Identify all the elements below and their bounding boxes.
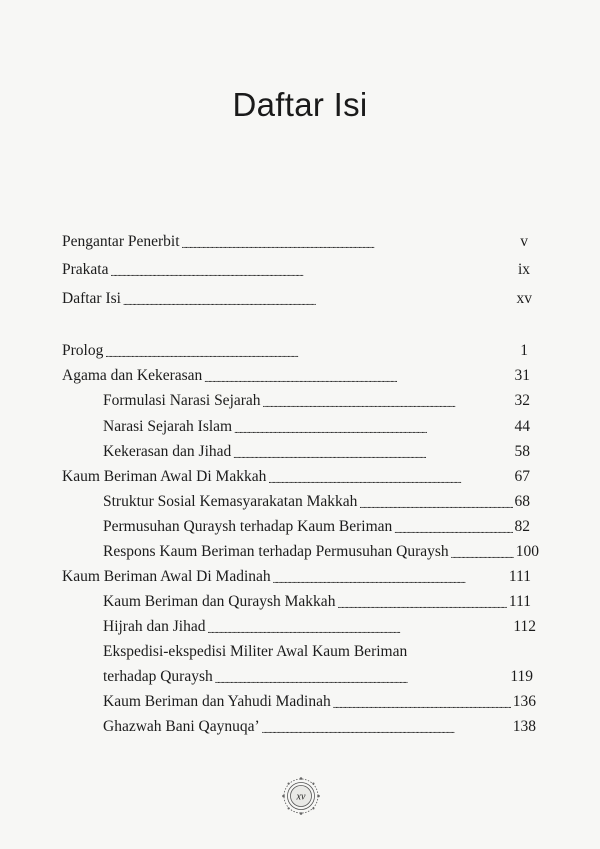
page-number-ornament (281, 776, 321, 816)
page-number: xv (296, 791, 306, 803)
toc-entry-label: terhadap Quraysh (103, 668, 213, 685)
toc-entry-respons (103, 542, 539, 562)
toc-entry-page: 58 (514, 443, 530, 460)
toc-entry-label: Prakata (62, 261, 109, 278)
page-title: Daftar Isi (232, 86, 368, 123)
toc-entry-prolog (62, 341, 528, 361)
dot-leader (234, 417, 512, 437)
dot-leader (123, 289, 515, 309)
dot-leader (204, 366, 512, 386)
toc-entry-label: Narasi Sejarah Islam (103, 418, 233, 435)
toc-entry-daftar-isi (62, 289, 532, 309)
toc-entry-page: v (520, 233, 528, 250)
toc-entry-label: Permusuhan Quraysh terhadap Kaum Beriman (103, 518, 393, 535)
dot-leader (263, 391, 513, 411)
toc-entry-page: 111 (508, 568, 531, 585)
toc-entry-label: Kaum Beriman dan Quraysh Makkah (103, 593, 336, 610)
toc-entry-agama (62, 366, 530, 386)
toc-entry-label: Respons Kaum Beriman terhadap Permusuhan Quraysh (103, 543, 449, 560)
toc-entry-prakata (62, 260, 530, 280)
toc-entry-label: Hijrah dan Jihad (103, 618, 206, 635)
toc-entry-label: Pengantar Penerbit (62, 233, 180, 250)
toc-entry-label: Kekerasan dan Jihad (103, 443, 232, 460)
toc-entry-page: 82 (514, 518, 530, 535)
toc-entry-page: 31 (514, 367, 530, 384)
dot-leader (333, 692, 511, 712)
toc-entry-formulasi (103, 391, 530, 411)
toc-entry-quraysh-makkah (103, 592, 531, 612)
toc-entry-pengantar (62, 232, 528, 252)
dot-leader (262, 717, 511, 737)
toc-entry-ekspedisi-line1: Ekspedisi-ekspedisi Militer Awal Kaum Beriman (103, 643, 408, 660)
toc-entry-label: Kaum Beriman dan Yahudi Madinah (103, 693, 331, 710)
toc-entry-label: Kaum Beriman Awal Di Makkah (62, 468, 267, 485)
dot-leader (337, 592, 506, 612)
toc-entry-ekspedisi (103, 667, 533, 687)
toc-entry-label: Daftar Isi (62, 290, 121, 307)
toc-entry-page: 100 (515, 543, 539, 560)
dot-leader (451, 542, 514, 562)
toc-entry-page: 68 (514, 493, 530, 510)
toc-entry-page: 136 (512, 693, 536, 710)
toc-entry-page: 112 (513, 618, 536, 635)
toc-entry-struktur (103, 492, 530, 512)
toc-entry-page: 32 (514, 392, 530, 409)
toc-entry-page: 67 (514, 468, 530, 485)
toc-entry-page: 119 (510, 668, 533, 685)
toc-entry-hijrah (103, 617, 536, 637)
toc-entry-page: 138 (512, 718, 536, 735)
toc-entry-permusuhan (103, 517, 530, 537)
toc-entry-kekerasan-jihad (103, 442, 530, 462)
dot-leader (110, 260, 515, 280)
toc-entry-label: Formulasi Narasi Sejarah (103, 392, 261, 409)
dot-leader (207, 617, 511, 637)
dot-leader (359, 492, 512, 512)
toc-entry-label: Ghazwah Bani Qaynuqa’ (103, 718, 260, 735)
toc-entry-makkah (62, 467, 530, 487)
dot-leader (273, 567, 507, 587)
toc-entry-page: 111 (508, 593, 531, 610)
toc-entry-label: Agama dan Kekerasan (62, 367, 203, 384)
dot-leader (233, 442, 512, 462)
toc-entry-narasi (103, 417, 530, 437)
toc-entry-page: xv (516, 290, 532, 307)
dot-leader (268, 467, 512, 487)
dot-leader (105, 341, 518, 361)
toc-entry-yahudi (103, 692, 536, 712)
toc-entry-page: ix (517, 261, 530, 278)
toc-entry-label: Kaum Beriman Awal Di Madinah (62, 568, 271, 585)
toc-entry-label: Prolog (62, 342, 104, 359)
toc-entry-page: 1 (520, 342, 528, 359)
toc-entry-label: Struktur Sosial Kemasyarakatan Makkah (103, 493, 358, 510)
toc-entry-page: 44 (514, 418, 530, 435)
toc-entry-ghazwah (103, 717, 536, 737)
dot-leader (394, 517, 512, 537)
toc-entry-madinah (62, 567, 531, 587)
dot-leader (182, 232, 519, 252)
dot-leader (215, 667, 509, 687)
